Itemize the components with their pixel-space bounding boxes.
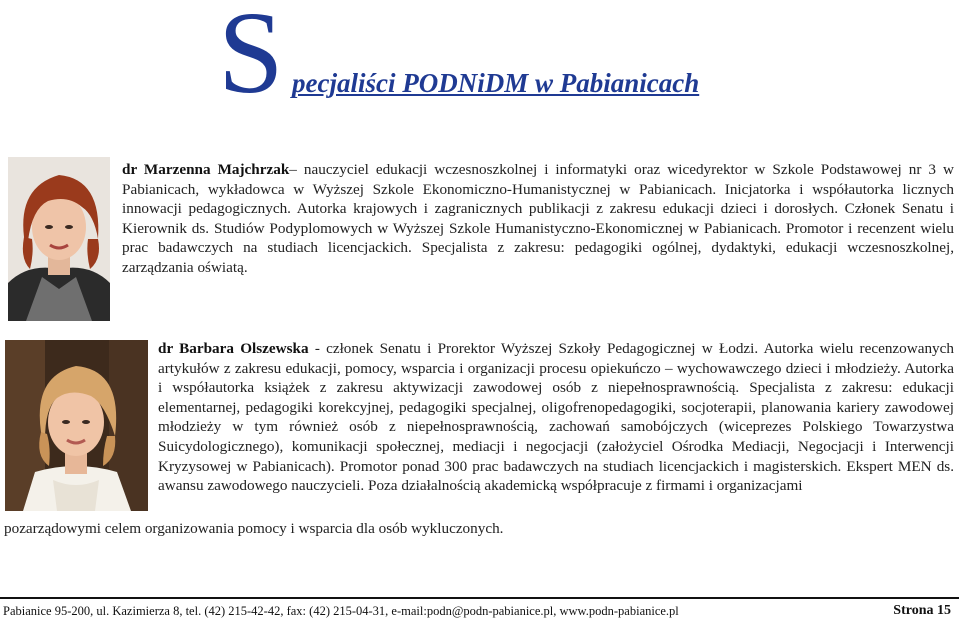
specialist-bio: – nauczyciel edukacji wczesnoszkolnej i informatyki oraz wicedyrektor w Szkole Podstawowej nr 3 w Pabianicach, wykładowca w Wyższej Szkole Ekonomiczno-Humanistycznej w Pabianicach. Inicjatorka i współautorka licznych innowacji pedagogicznych. Autorka krajowych i zagranicznych publikacji z zakresu edukacji dzieci i dorosłych. Członek Senatu i Kierownik ds. Studiów Podyplomowych w Wyższej Szkole Humanistyczno-Ekonomicznej w Pabianicach. Promotor i recenzent wielu prac badawczych na studiach licencjackich. Specjalista z zakresu: pedagogiki ogólnej, dydaktyki, edukacji wczesnoszkolnej, zarządzania oświatą. — [122, 161, 954, 276]
portrait-photo-majchrzak — [8, 157, 110, 321]
specialist-bio: - członek Senatu i Prorektor Wyższej Szkoły Pedagogicznej w Łodzi. Autorka wielu recenzowanych artykułów z zakresu edukacji, pomocy, wsparcia i organizacji procesu opiekuńczo – wychowawczego dzieci i młodzieży. Autorka i współautorka książek z zakresu aktywizacji zawodowej osób z niepełnosprawnością. Specjalista z zakresu: edukacji elementarnej, pedagogiki korekcyjnej, pedagogiki specjalnej, oligofrenopedagogiki, socjoterapii, planowania kariery zawodowej młodzieży w tym również osób z niepełnosprawnością, zachowań samobójczych (wiceprezes Polskiego Towarzystwa Suicydologicznego), komunikacji społecznej, mediacji i negocjacji (założyciel Ośrodka Mediacji, Negocjacji i Interwencji Kryzysowej w Pabianicach). Promotor ponad 300 prac badawczych na studiach licencjackich i magisterskich. Ekspert MEN ds. awansu zawodowego nauczycieli. Poza działalnością akademicką współpracuje z firmami i organizacjami — [158, 340, 954, 495]
title-initial: S — [218, 0, 284, 118]
footer-contact: Pabianice 95-200, ul. Kazimierza 8, tel. (42) 215-42-42, fax: (42) 215-04-31, e-mail:podn@podn-pabianice.pl, www.podn-pabianice.pl — [3, 604, 679, 618]
bio-olszewska-tail: pozarządowymi celem organizowania pomocy i wsparcia dla osób wykluczonych. — [4, 520, 504, 537]
bio-olszewska — [158, 339, 954, 496]
footer-divider — [0, 597, 959, 599]
title-text: pecjaliści PODNiDM w Pabianicach — [292, 68, 700, 98]
portrait-photo-olszewska — [5, 340, 148, 511]
specialist-name: dr Barbara Olszewska — [158, 340, 309, 357]
specialist-name: dr Marzenna Majchrzak — [122, 161, 290, 178]
bio-majchrzak — [122, 160, 954, 278]
page-title — [218, 0, 778, 118]
page-number: Strona 15 — [893, 603, 951, 618]
